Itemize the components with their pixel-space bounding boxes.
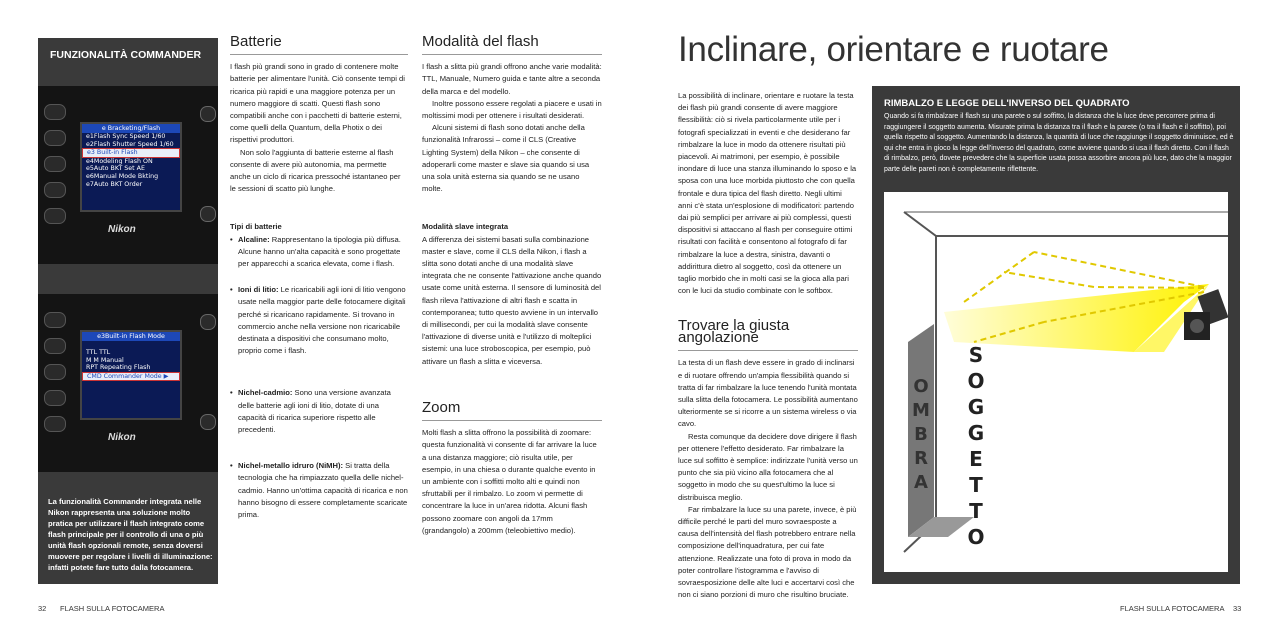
nikon-logo: Nikon (108, 432, 136, 443)
camera-button (44, 312, 66, 328)
camera-button (44, 156, 66, 172)
paragraph: La possibilità di inclinare, orientare e ruotare la testa dei flash più grandi consente di avere maggiore flessibilità: ciò si rivela particolarmente utile per i fotografi specializzati in eventi e che desiderano far rimbalzare la luce in modo da ottenere risultati più piacevoli. Ai matrimoni, per esempio, è possibile inondare di luce una stanza illuminando lo sposo e la sposa con una luce morbida piuttosto che con quella frontale e dura tipica del flash diretto. Negli ultimi anni c'è stata un'esplosione di modificatori: partendo dai più semplici per arrivare ai più complessi, questi dispositivi si attaccano al flash per conseguire ottimi risultati con facilità e consentono al fotografo di far rimbalzare la luce a destra, sinistra, davanti o addirittura dietro al soggetto, così da ottenere un taglio morbido che in molti casi se la gioca alla pari con le luci da studio combinate con le softbox. (678, 91, 857, 296)
camera-button (44, 130, 66, 146)
box-title: RIMBALZO E LEGGE DELL'INVERSO DEL QUADRATO (884, 98, 1130, 109)
bullet-term: Alcaline: (238, 234, 270, 244)
ombra-letter: R (914, 448, 928, 469)
box-text: Quando si fa rimbalzare il flash su una parete o sul soffitto, la distanza che la luce deve percorrere prima di raggiungere il soggetto aumenta. Misurate prima la distanza tra il flash e la parete (o tra il flash e il soffitto), poi quella rispetto al soggetto. Aumentando la distanza, la quantità di luce che raggiunge il soggetto diminuisce, ed è qui che entra in gioco la legge dell'inverso del quadrato, come avviene quando si usa il flash diretto. Con il flash di rimbalzo, però, dovete prevedere che la superficie usata possa assorbire ancora più luce, dato che la maggior parte delle pareti non è completamente riflettente. (884, 113, 1234, 173)
heading-zoom: Zoom (422, 402, 602, 421)
lcd-menu-row: e1Flash Sync Speed 1/60 (86, 133, 166, 140)
sidebar-title: FUNZIONALITÀ COMMANDER (50, 49, 202, 61)
paragraph: Far rimbalzare la luce su una parete, invece, è più difficile perché le parti del muro sovraesposte a causa dell'intensità del flash potrebbero entrare nella composizione dell'inquadratura, per cui fate attenzione. Realizzate una foto di prova in modo da poter controllare l'istogramma e l'avviso di sovraesposizione delle alte luci e accertarvi così che non ci siano porzioni di muro che risultino bruciate. (678, 504, 857, 600)
soggetto-letter: G (967, 421, 985, 445)
soggetto-letter: T (969, 499, 983, 523)
camera-button (44, 416, 66, 432)
bullet-term: Nichel-cadmio: (238, 388, 293, 398)
lcd-menu-row: M M Manual (86, 356, 124, 364)
heading-angolazione: Trovare la giusta angolazione (678, 320, 858, 351)
column-batterie (230, 33, 408, 535)
paragraph: I flash a slitta più grandi offrono anche varie modalità: TTL, Manuale, Numero guida e tante altre a seconda della marca e del modello. (422, 62, 602, 96)
running-footer-left: FLASH SULLA FOTOCAMERA (60, 604, 165, 613)
bullet-text: Le ricaricabili agli ioni di litio vengono usate nella maggior parte delle fotocamere digitali perché si ricaricano rapidamente. Si trovano in commercio anche nella versione non ricaricabile destinata a dispositivi che consumano molto, proprio come i flash. (238, 285, 406, 356)
ombra-letter: M (912, 400, 930, 421)
soggetto-letter: T (969, 473, 983, 497)
camera-lcd (80, 122, 182, 212)
bullet-text: Sono una versione avanzata delle batterie agli ioni di litio, dotate di una capacità di ricarica superiore rispetto alle precedenti. (238, 388, 391, 435)
ombra-label (912, 376, 930, 493)
sidebar-caption: La funzionalità Commander integrata nelle Nikon rappresenta una soluzione molto pratica per utilizzare il flash integrato come flash principale per il controllo di una o più unità flash opzionali remote, senza doversi muovere per regolare i livelli di illuminazione: infatti potete fare tutto dalla fotocamera. (48, 497, 213, 572)
heading-batterie: Batterie (230, 36, 408, 55)
ombra-letter: O (913, 376, 929, 397)
lcd-menu-row: RPT Repeating Flash (86, 364, 151, 372)
subheading-slave: Modalità slave integrata (422, 222, 509, 232)
camera-dial (200, 206, 216, 222)
page-number-left: 32 (38, 604, 47, 613)
soggetto-letter: S (968, 343, 984, 367)
soggetto-letter: G (967, 395, 985, 419)
list-item (230, 387, 408, 436)
list-item (230, 234, 408, 271)
page-number-right: 33 (1233, 604, 1242, 613)
rimbalzo-box (872, 86, 1240, 584)
ombra-letter: B (914, 424, 928, 445)
soggetto-letter: O (967, 525, 985, 549)
soggetto-letter: E (969, 447, 983, 471)
lcd-menu-title: e Bracketing/Flash (82, 124, 180, 133)
paragraph: Non solo l'aggiunta di batterie esterne al flash consente di avere più autonomia, ma permette anche un ciclo di ricarica pressoché istantaneo per le sessioni di scatto più lunghe. (230, 147, 401, 194)
soggetto-letter: O (967, 369, 985, 393)
lcd-menu-row: e7Auto BKT Order (86, 180, 143, 188)
commander-sidebar (38, 38, 218, 584)
paragraph: A differenza dei sistemi basati sulla combinazione master e slave, come il CLS della Nikon, i flash a slitta sono dotati anche di una modalità slave integrata che ne consente l'attivazione anche quando usate come unità esterna. Il sensore di luminosità del flash rileva l'attivazione di altri flash e scatta in contemporanea; tutto questo avviene in un intervallo di millisecondi, per cui la modalità slave consente l'attivazione di diverse unità e l'utilizzo di molteplici sistemi: una luce stroboscopica, per esempio, può attivare un flash a slitta e viceversa. (422, 234, 602, 366)
camera-dial (200, 414, 216, 430)
camera-photo-bracketing (38, 86, 218, 264)
subheading-tipi-batterie: Tipi di batterie (230, 222, 282, 232)
camera-button (44, 182, 66, 198)
heading-modalita-flash: Modalità del flash (422, 36, 602, 55)
camera-lcd (80, 330, 182, 420)
camera-button (44, 208, 66, 224)
list-item (230, 460, 408, 521)
lcd-menu-row: e4Modeling Flash ON (86, 157, 153, 165)
lcd-menu-row: e2Flash Shutter Speed 1/60 (86, 140, 174, 148)
lcd-menu-row-selected: CMD Commander Mode ▶ (82, 372, 180, 382)
nikon-logo: Nikon (108, 224, 136, 235)
bounce-diagram (884, 192, 1228, 572)
paragraph: I flash più grandi sono in grado di contenere molte batterie per alimentare l'unità. Ciò consente tempi di ricarica più rapidi e una maggiore potenza per un numero maggiore di scatti. Questi flash sono compatibili anche con i pacchetti di batterie esterni, come quelli della Quantum, della Photix o dei rispettivi produttori. (230, 62, 405, 145)
camera-button (44, 338, 66, 354)
page-title: Inclinare, orientare e ruotare (678, 30, 1109, 69)
bullet-term: Nichel-metallo idruro (NiMH): (238, 461, 344, 471)
bullet-text: Rappresentano la tipologia più diffusa. Alcune hanno un'alta capacità e sono progettate per apparecchi a scarica elevata, come i flash. (238, 234, 401, 269)
list-item (230, 284, 408, 357)
soggetto-label (967, 343, 984, 549)
camera-button (44, 390, 66, 406)
column-zoom (422, 399, 602, 537)
bounce-diagram-svg (884, 192, 1228, 572)
lcd-menu-title: e3Built-in Flash Mode (82, 332, 180, 341)
ombra-letter: A (914, 472, 928, 493)
column-inclinare (678, 90, 858, 297)
column-angolazione (678, 317, 858, 601)
camera-dial (200, 314, 216, 330)
paragraph: La testa di un flash deve essere in grado di inclinarsi e di ruotare offrendo un'ampia flessibilità quando si tratta di far rimbalzare la luce tenendo l'unità montata sulla slitta della fotocamera. Le possibilità aumentano ulteriormente se si ricorre a un sistema wireless o via cavo. (678, 358, 858, 429)
lcd-menu-row: e6Manual Mode Bkting (86, 172, 159, 180)
camera-photo-flash-mode (38, 294, 218, 472)
bullet-term: Ioni di litio: (238, 285, 279, 295)
paragraph: Resta comunque da decidere dove dirigere il flash per ottenere l'effetto desiderato. Far rimbalzare la luce sul soffitto è semplice: indirizzate l'unità verso un punto che sia più vicino alla fotocamera che al soggetto in modo che su quest'ultimo la luce si distribuisca meglio. (678, 431, 858, 502)
camera-button (44, 104, 66, 120)
running-footer-right: FLASH SULLA FOTOCAMERA (1120, 604, 1225, 613)
column-modalita (422, 33, 602, 368)
bullet-text: Si tratta della tecnologia che ha rimpiazzato quella delle nichel-cadmio. Hanno un'ottima capacità di ricarica e non hanno bisogno di essere completamente scaricate prima. (238, 461, 408, 520)
lcd-menu-row-selected: e3 Built-in Flash (82, 148, 180, 158)
lcd-menu-row: TTL TTL (86, 349, 111, 356)
camera-button (44, 364, 66, 380)
paragraph: Molti flash a slitta offrono la possibilità di zoomare: questa funzionalità vi consente di far arrivare la luce a una distanza maggiore; ciò risulta utile, per esempio, in una chiesa o durante qualche evento in un ambiente con i soffitti molto alti e quindi non sfruttabili per il rimbalzo. Lo zoom vi permette di concentrare la luce in un'area ridotta. Alcuni flash possono zoomare con angoli da 17mm (grandangolo) a 200mm (teleobiettivo medio). (422, 428, 597, 535)
paragraph: Alcuni sistemi di flash sono dotati anche della funzionalità Infrarossi – come il CLS (Creative Lighting System) della Nikon – che consente di adoperarli come master e slave sia quando si usa una sola unità esterna sia quando se ne usano molte. (422, 123, 590, 194)
paragraph: Inoltre possono essere regolati a piacere e usati in moltissimi modi per ottenere i risultati desiderati. (422, 98, 602, 121)
camera-dial (200, 106, 216, 122)
lcd-menu-row: e5Auto BKT Set AE (86, 165, 145, 173)
